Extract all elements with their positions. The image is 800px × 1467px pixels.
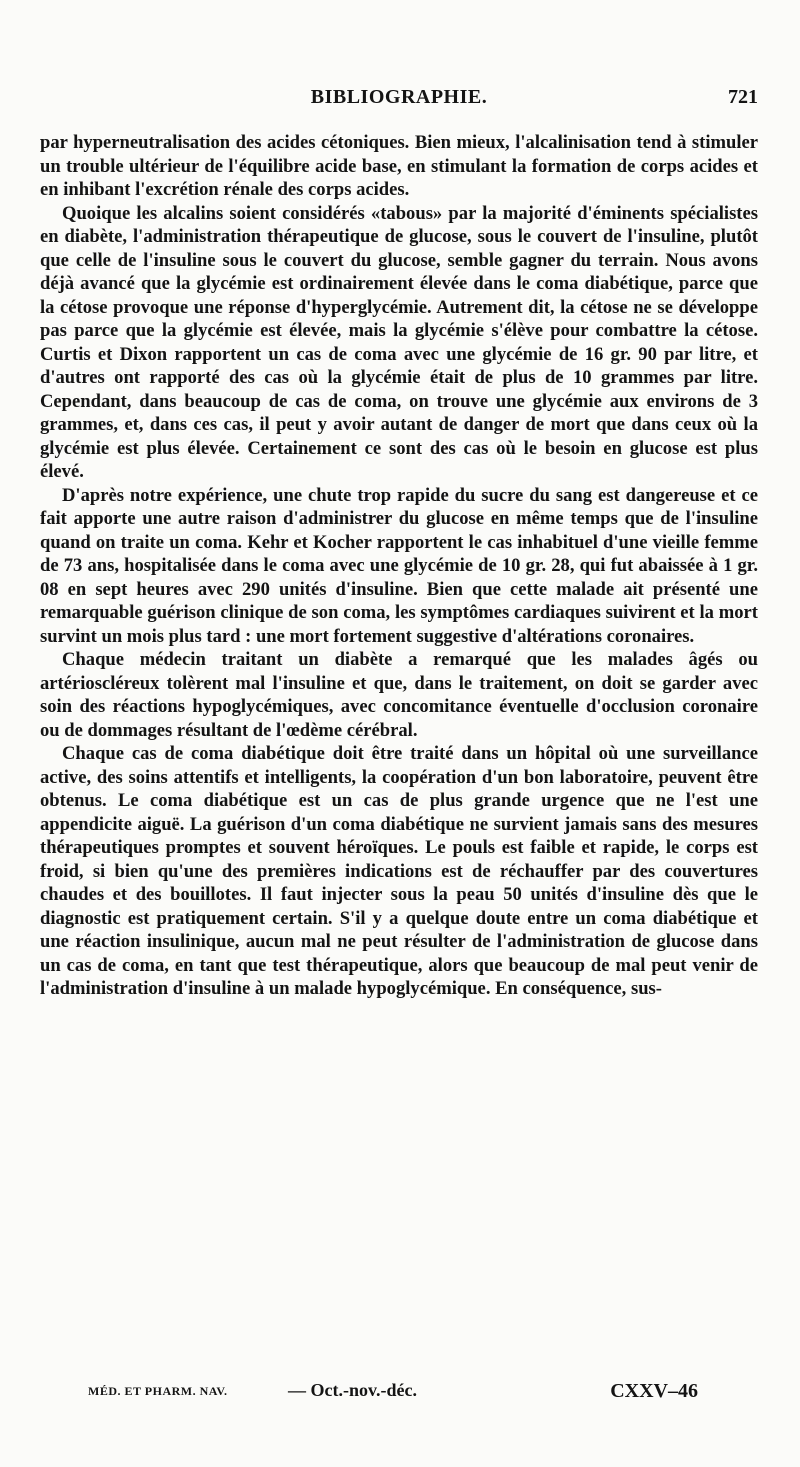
footer-journal: MÉD. ET PHARM. NAV.	[88, 1384, 228, 1398]
page-number: 721	[728, 86, 758, 108]
paragraph-continuation: par hyperneutralisation des acides cétoniques. Bien mieux, l'alcalinisation tend à stimuler un trouble ultérieur de l'équilibre acide base, en stimulant la formation de corps acides et en inhibant l'excrétion rénale des corps acides.	[40, 132, 758, 200]
running-head	[40, 86, 758, 114]
page-footer	[88, 1380, 698, 1408]
running-title: BIBLIOGRAPHIE.	[310, 86, 488, 108]
footer-signature: CXXV–46	[610, 1380, 698, 1402]
footer-issue: — Oct.-nov.-déc.	[288, 1380, 417, 1400]
body-text	[40, 131, 758, 1001]
paragraph: Chaque cas de coma diabétique doit être traité dans un hôpital où une surveillance active, des soins attentifs et intelligents, la coopération d'un bon laboratoire, peuvent être obtenus. Le coma diabétique est un cas de plus grande urgence que ne l'est une appendicite aiguë. La guérison d'un coma diabétique ne survient jamais sans des mesures thérapeutiques promptes et souvent héroïques. Le pouls est faible et rapide, le corps est froid, si bien qu'une des premières indications est de réchauffer par des couvertures chaudes et des bouillotes. Il faut injecter sous la peau 50 unités d'insuline dès que le diagnostic est pratiquement certain. S'il y a quelque doute entre un coma diabétique et une réaction insulinique, aucun mal ne peut résulter de l'administration de glucose dans un cas de coma, en tant que test thérapeutique, alors que beaucoup de mal peut venir de l'administration d'insuline à un malade hypoglycémique. En conséquence, sus-	[40, 743, 758, 999]
paragraph: Chaque médecin traitant un diabète a remarqué que les malades âgés ou artérioscléreux tolèrent mal l'insuline et que, dans le traitement, on doit se garder avec soin des réactions hypoglycémiques, avec concomitance éventuelle d'occlusion coronaire ou de dommages résultant de l'œdème cérébral.	[40, 649, 758, 741]
paragraph: D'après notre expérience, une chute trop rapide du sucre du sang est dangereuse et ce fait apporte une autre raison d'administrer du glucose en même temps que de l'insuline quand on traite un coma. Kehr et Kocher rapportent le cas inhabituel d'une vieille femme de 73 ans, hospitalisée dans le coma avec une glycémie de 10 gr. 28, qui fut abaissée à 1 gr. 08 en sept heures avec 290 unités d'insuline. Bien que cette malade ait présenté une remarquable guérison clinique de son coma, les symptômes cardiaques suivirent et la mort survint un mois plus tard : une mort fortement suggestive d'altérations coronaires.	[40, 484, 758, 647]
paragraph: Quoique les alcalins soient considérés «tabous» par la majorité d'éminents spécialistes en diabète, l'administration thérapeutique de glucose, sous le couvert de l'insuline, plutôt que celle de l'insuline sous le couvert du glucose, semble gagner du terrain. Nous avons déjà avancé que la glycémie est ordinairement élevée dans le coma diabétique, parce que la cétose provoque une réponse d'hyperglycémie. Autrement dit, la cétose ne se développe pas parce que la glycémie est élevée, mais la glycémie s'élève pour combattre la cétose. Curtis et Dixon rapportent un cas de coma avec une glycémie de 16 gr. 90 par litre, et d'autres ont rapporté des cas où la glycémie était de plus de 10 grammes par litre. Cependant, dans beaucoup de cas de coma, on trouve une glycémie aux environs de 3 grammes, et, dans ces cas, il peut y avoir autant de danger de mort que dans ceux où la glycémie est plus élevée. Certainement ce sont des cas où le besoin en glucose est plus élevé.	[40, 202, 758, 482]
